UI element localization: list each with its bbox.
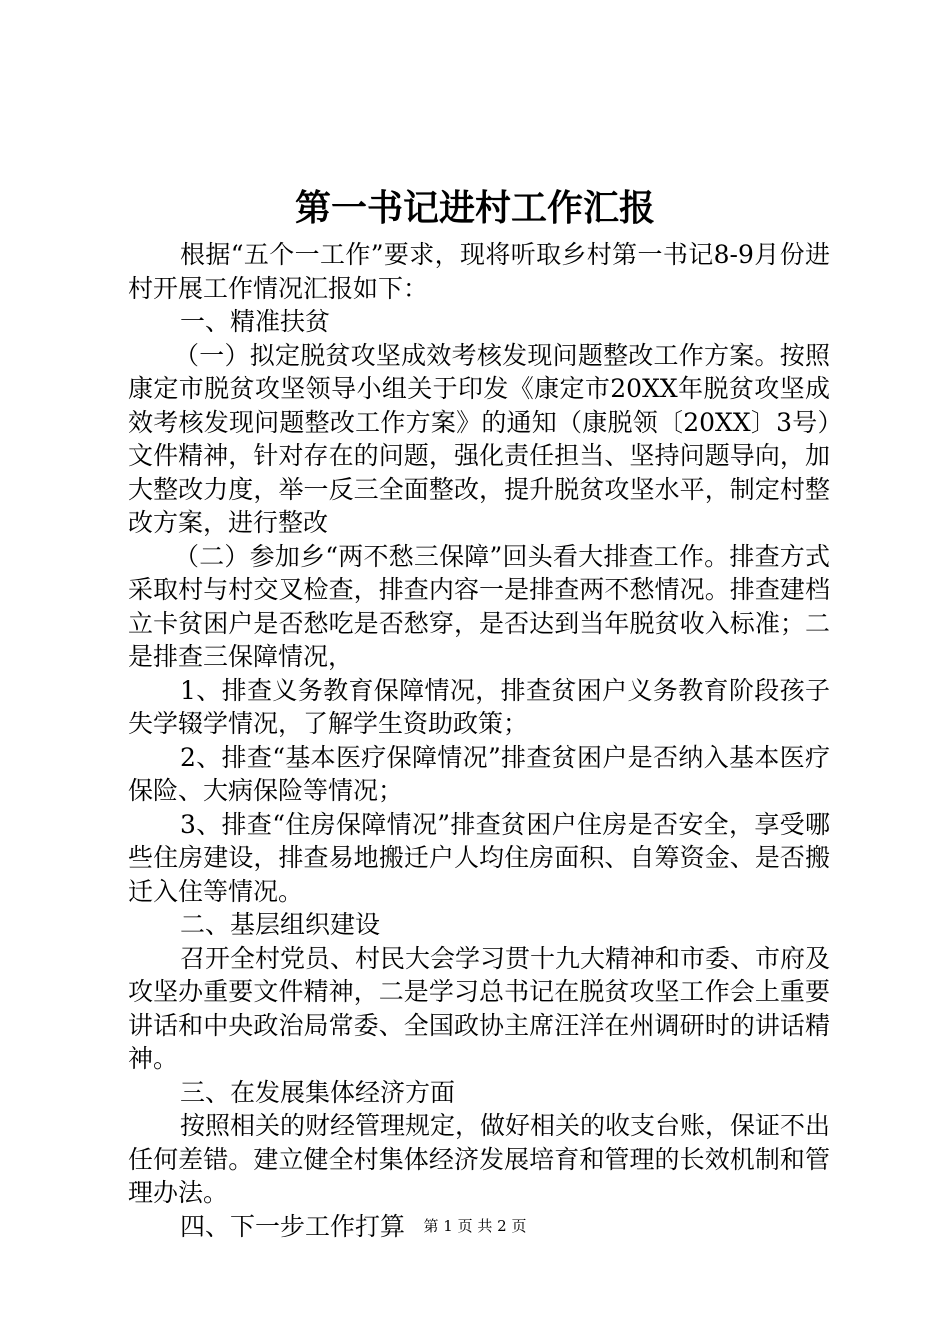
section-heading-collective-economy: 三、在发展集体经济方面 [180,1077,456,1107]
paragraph-grassroots: 召开全村党员、村民大会学习贯十九大精神和市委、市府及攻坚办重要文件精神，二是学习总书记在脱贫攻坚工作会上重要讲话和中央政治局常委、全国政协主席汪洋在州调研时的讲话精神。 [128,943,831,1073]
document-body [128,238,830,1243]
section-heading-precision-poverty: 一、精准扶贫 [180,307,331,336]
list-item-education: 1、排查义务教育保障情况，排查贫困户义务教育阶段孩子失学辍学情况，了解学生资助政策； [128,675,830,738]
page-number-footer: 第 1 页 共 2 页 [423,1217,527,1235]
paragraph-rectification-plan: （一）拟定脱贫攻坚成效考核发现问题整改工作方案。按照康定市脱贫攻坚领导小组关于印发《康定市20XX年脱贫攻坚成效考核发现问题整改工作方案》的通知（康脱领〔20XX〕3号）文件精神，针对存在的问题，强化责任担当、坚持问题导向，加大整改力度，举一反三全面整改，提升脱贫攻坚水平，制定村整改方案，进行整改 [128,340,830,537]
paragraph-collective-economy: 按照相关的财经管理规定，做好相关的收支台账，保证不出任何差错。建立健全村集体经济发展培育和管理的长效机制和管理办法。 [128,1111,831,1207]
section-heading-grassroots: 二、基层组织建设 [180,910,381,939]
list-item-housing: 3、排查“住房保障情况”排查贫困户住房是否安全，享受哪些住房建设，排查易地搬迁户人均住房面积、自筹资金、是否搬迁入住等情况。 [128,809,830,906]
paragraph-inspection-work: （二）参加乡“两不愁三保障”回头看大排查工作。排查方式采取村与村交叉检查，排查内容一是排查两不愁情况。排查建档立卡贫困户是否愁吃是否愁穿，是否达到当年脱贫收入标准；二是排查三保障情况， [128,541,830,671]
section-heading-next-steps: 四、下一步工作打算 [180,1211,406,1241]
intro-paragraph: 根据“五个一工作”要求，现将听取乡村第一书记8-9月份进村开展工作情况汇报如下： [128,240,830,303]
list-item-medical: 2、排查“基本医疗保障情况”排查贫困户是否纳入基本医疗保险、大病保险等情况； [128,742,830,805]
document-title: 第一书记进村工作汇报 [294,187,655,229]
